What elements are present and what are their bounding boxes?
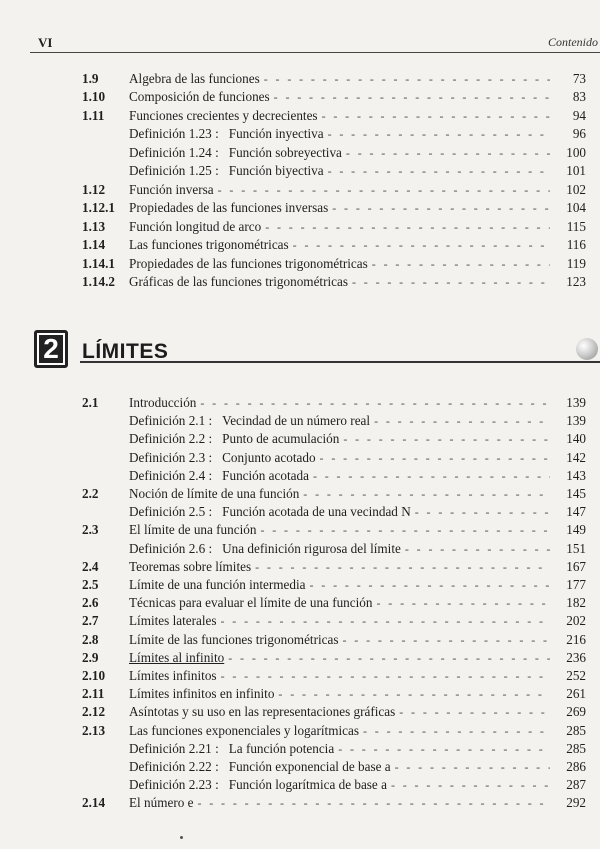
toc-entry[interactable] bbox=[0, 667, 600, 686]
section-number: 1.9 bbox=[82, 71, 99, 86]
section-title: Propiedades de las funciones inversas bbox=[129, 200, 329, 216]
toc-entry[interactable] bbox=[0, 70, 600, 89]
page-ref: 287 bbox=[566, 777, 586, 793]
page-ref: 104 bbox=[566, 200, 586, 216]
entry-title-line bbox=[129, 449, 554, 467]
entry-title-line bbox=[129, 722, 554, 740]
header-rule bbox=[30, 52, 600, 53]
section-title: Límite de una función intermedia bbox=[129, 577, 306, 592]
page-ref: 102 bbox=[566, 181, 586, 197]
section-number: 1.14.1 bbox=[82, 255, 115, 271]
dot-leader bbox=[260, 521, 550, 539]
definition-label: Definición 2.23 : bbox=[129, 777, 219, 793]
sphere-ornament-icon bbox=[576, 338, 598, 360]
toc-entry[interactable] bbox=[0, 685, 600, 704]
page-ref: 73 bbox=[572, 71, 586, 86]
toc-entry[interactable] bbox=[0, 558, 600, 577]
page-ref: 167 bbox=[566, 558, 586, 574]
definition-label: Definición 2.4 : bbox=[129, 467, 213, 483]
entry-title-line bbox=[129, 236, 554, 254]
dot-leader bbox=[310, 576, 550, 594]
dot-leader bbox=[328, 125, 550, 143]
definition-title: Función sobreyectiva bbox=[228, 144, 342, 160]
definition-title: Punto de acumulación bbox=[222, 431, 340, 447]
definition-label: Definición 2.6 : bbox=[129, 540, 213, 556]
dot-leader bbox=[255, 558, 550, 576]
chapter-title: LÍMITES bbox=[82, 340, 169, 363]
entry-title-line bbox=[129, 430, 554, 448]
page-ref: 101 bbox=[566, 163, 586, 179]
entry-title-line bbox=[129, 740, 554, 758]
definition-label: Definición 2.1 : bbox=[129, 413, 213, 429]
page-ref: 285 bbox=[566, 740, 586, 756]
section-title: Límites infinitos bbox=[129, 668, 217, 683]
toc-entry[interactable] bbox=[0, 162, 600, 181]
dot-leader bbox=[228, 649, 550, 667]
entry-title-line bbox=[129, 88, 554, 106]
definition-title: Función biyectiva bbox=[228, 163, 324, 179]
toc-entry[interactable] bbox=[0, 430, 600, 449]
toc-entry[interactable] bbox=[0, 758, 600, 777]
dot-leader bbox=[352, 273, 550, 291]
page-number: VI bbox=[38, 35, 53, 50]
entry-title-line bbox=[129, 649, 554, 667]
page-ref: 94 bbox=[572, 107, 586, 123]
page-ref: 292 bbox=[566, 795, 586, 811]
entry-title-line bbox=[129, 412, 554, 430]
page-ref: 139 bbox=[566, 395, 586, 410]
entry-title-line bbox=[129, 558, 554, 576]
entry-title-line bbox=[129, 70, 554, 88]
toc-entry[interactable] bbox=[0, 394, 600, 413]
section-title: Teoremas sobre límites bbox=[129, 558, 252, 574]
definition-label: Definición 1.25 : bbox=[129, 163, 219, 179]
section-title: Límites al infinito bbox=[129, 649, 225, 665]
section-title: Técnicas para evaluar el límite de una función bbox=[129, 595, 373, 611]
page-ref: 140 bbox=[566, 431, 586, 447]
section-number: 1.13 bbox=[82, 218, 106, 234]
definition-title: Función acotada de una vecindad N bbox=[222, 504, 411, 520]
print-speck bbox=[180, 836, 183, 839]
dot-leader bbox=[391, 776, 550, 794]
dot-leader bbox=[320, 449, 550, 467]
dot-leader bbox=[415, 503, 550, 521]
toc-entry[interactable] bbox=[0, 594, 600, 613]
page-ref: 177 bbox=[566, 577, 586, 592]
dot-leader bbox=[332, 199, 550, 217]
section-number: 1.14 bbox=[82, 237, 106, 253]
definition-title: Función logarítmica de base a bbox=[228, 777, 387, 793]
page-ref: 269 bbox=[566, 704, 586, 720]
toc-entry[interactable] bbox=[0, 181, 600, 200]
toc-entry[interactable] bbox=[0, 412, 600, 431]
entry-title-line bbox=[129, 162, 554, 180]
toc-entry[interactable] bbox=[0, 144, 600, 163]
entry-title-line bbox=[129, 181, 554, 199]
page-ref: 149 bbox=[566, 522, 586, 538]
section-number: 1.12.1 bbox=[82, 200, 115, 216]
page-ref: 236 bbox=[566, 649, 586, 665]
definition-title: Función acotada bbox=[222, 467, 309, 483]
dot-leader bbox=[377, 594, 551, 612]
dot-leader bbox=[278, 685, 550, 703]
dot-leader bbox=[221, 612, 550, 630]
definition-title: La función potencia bbox=[228, 740, 335, 756]
toc-entry[interactable] bbox=[0, 521, 600, 540]
section-number: 2.2 bbox=[82, 486, 99, 501]
entry-title-line bbox=[129, 794, 554, 812]
page-ref: 142 bbox=[566, 449, 586, 465]
dot-leader bbox=[265, 218, 550, 236]
entry-title-line bbox=[129, 273, 554, 291]
page-ref: 143 bbox=[566, 467, 586, 483]
toc-entry[interactable] bbox=[0, 236, 600, 255]
dot-leader bbox=[197, 794, 550, 812]
entry-title-line bbox=[129, 467, 554, 485]
page-header bbox=[38, 35, 600, 53]
toc-entry[interactable] bbox=[0, 722, 600, 741]
dot-leader bbox=[303, 485, 550, 503]
entry-title-line bbox=[129, 199, 554, 217]
definition-label: Definición 2.5 : bbox=[129, 504, 213, 520]
toc-entry[interactable] bbox=[0, 255, 600, 274]
section-number: 2.14 bbox=[82, 795, 106, 811]
dot-leader bbox=[264, 70, 550, 88]
entry-title-line bbox=[129, 125, 554, 143]
definition-label: Definición 1.23 : bbox=[129, 126, 219, 142]
section-number: 1.11 bbox=[82, 107, 105, 123]
entry-title-line bbox=[129, 612, 554, 630]
section-number: 2.13 bbox=[82, 722, 106, 738]
toc-entry[interactable] bbox=[0, 794, 600, 813]
page-ref: 100 bbox=[566, 144, 586, 160]
dot-leader bbox=[405, 540, 550, 558]
entry-title-line bbox=[129, 703, 554, 721]
dot-leader bbox=[200, 394, 550, 412]
section-title: Función inversa bbox=[129, 181, 214, 197]
definition-label: Definición 2.3 : bbox=[129, 449, 213, 465]
page-ref: 83 bbox=[572, 89, 586, 105]
section-title: Introducción bbox=[129, 395, 197, 410]
toc-entry[interactable] bbox=[0, 199, 600, 218]
toc-entry[interactable] bbox=[0, 485, 600, 504]
dot-leader bbox=[293, 236, 550, 254]
entry-title-line bbox=[129, 540, 554, 558]
definition-title: Conjunto acotado bbox=[222, 449, 316, 465]
entry-title-line bbox=[129, 776, 554, 794]
page-ref: 115 bbox=[566, 218, 586, 234]
dot-leader bbox=[363, 722, 550, 740]
entry-title-line bbox=[129, 758, 554, 776]
definition-label: Definición 2.21 : bbox=[129, 740, 219, 756]
dot-leader bbox=[372, 255, 550, 273]
dot-leader bbox=[374, 412, 550, 430]
toc-entry[interactable] bbox=[0, 467, 600, 486]
chapter-number-badge: 2 bbox=[34, 330, 68, 368]
toc-entry[interactable] bbox=[0, 576, 600, 595]
entry-title-line bbox=[129, 594, 554, 612]
section-number: 2.9 bbox=[82, 649, 99, 665]
section-title: Límite de las funciones trigonométricas bbox=[129, 631, 339, 647]
definition-label: Definición 1.24 : bbox=[129, 144, 219, 160]
section-number: 2.12 bbox=[82, 704, 106, 720]
definition-label: Definición 2.2 : bbox=[129, 431, 213, 447]
toc-entry[interactable] bbox=[0, 273, 600, 292]
toc-entry[interactable] bbox=[0, 740, 600, 759]
section-title: Composición de funciones bbox=[129, 89, 270, 105]
dot-leader bbox=[218, 181, 550, 199]
section-title: Función longitud de arco bbox=[129, 218, 262, 234]
toc-entry[interactable] bbox=[0, 107, 600, 126]
section-title: Asíntotas y su uso en las representaciones gráficas bbox=[129, 704, 396, 720]
page-ref: 252 bbox=[566, 668, 586, 683]
page-ref: 261 bbox=[566, 686, 586, 702]
dot-leader bbox=[346, 144, 550, 162]
page-ref: 119 bbox=[566, 255, 586, 271]
definition-label: Definición 2.22 : bbox=[129, 759, 219, 774]
entry-title-line bbox=[129, 685, 554, 703]
section-number: 2.11 bbox=[82, 686, 105, 702]
section-title: Límites infinitos en infinito bbox=[129, 686, 275, 702]
section-title: Algebra de las funciones bbox=[129, 71, 260, 86]
section-number: 2.6 bbox=[82, 595, 99, 611]
entry-title-line bbox=[129, 667, 554, 685]
entry-title-line bbox=[129, 576, 554, 594]
running-title: Contenido bbox=[548, 35, 598, 49]
section-number: 2.8 bbox=[82, 631, 99, 647]
entry-title-line bbox=[129, 485, 554, 503]
section-title: Gráficas de las funciones trigonométricas bbox=[129, 273, 348, 289]
dot-leader bbox=[274, 88, 550, 106]
entry-title-line bbox=[129, 218, 554, 236]
dot-leader bbox=[399, 703, 550, 721]
entry-title-line bbox=[129, 521, 554, 539]
dot-leader bbox=[342, 631, 550, 649]
toc-entry[interactable] bbox=[0, 449, 600, 468]
page-ref: 285 bbox=[566, 722, 586, 738]
toc-entry[interactable] bbox=[0, 703, 600, 722]
section-number: 2.10 bbox=[82, 668, 106, 683]
dot-leader bbox=[328, 162, 550, 180]
toc-entry[interactable] bbox=[0, 503, 600, 522]
section-number: 2.5 bbox=[82, 577, 99, 592]
page-ref: 202 bbox=[566, 613, 586, 629]
dot-leader bbox=[395, 758, 550, 776]
section-title: Límites laterales bbox=[129, 613, 217, 629]
section-number: 2.1 bbox=[82, 395, 99, 410]
page-ref: 182 bbox=[566, 595, 586, 611]
definition-title: Vecindad de un número real bbox=[222, 413, 371, 429]
section-number: 1.12 bbox=[82, 181, 106, 197]
section-title: Las funciones exponenciales y logarítmicas bbox=[129, 722, 359, 738]
chapter-heading bbox=[30, 330, 600, 370]
entry-title-line bbox=[129, 255, 554, 273]
entry-title-line bbox=[129, 394, 554, 412]
toc-entry[interactable] bbox=[0, 612, 600, 631]
page-ref: 151 bbox=[566, 540, 586, 556]
toc-entry[interactable] bbox=[0, 218, 600, 237]
entry-title-line bbox=[129, 631, 554, 649]
toc-entry[interactable] bbox=[0, 540, 600, 559]
page-ref: 116 bbox=[566, 237, 586, 253]
toc-entry[interactable] bbox=[0, 88, 600, 107]
dot-leader bbox=[322, 107, 550, 125]
section-number: 1.10 bbox=[82, 89, 106, 105]
section-title: Las funciones trigonométricas bbox=[129, 237, 289, 253]
definition-title: Función exponencial de base a bbox=[228, 759, 391, 774]
toc-entry[interactable] bbox=[0, 631, 600, 650]
page-ref: 145 bbox=[566, 486, 586, 501]
page-ref: 96 bbox=[572, 126, 586, 142]
toc-entry[interactable] bbox=[0, 125, 600, 144]
page-ref: 139 bbox=[566, 413, 586, 429]
section-number: 2.4 bbox=[82, 558, 99, 574]
page-ref: 216 bbox=[566, 631, 586, 647]
dot-leader bbox=[338, 740, 550, 758]
definition-title: Una definición rigurosa del límite bbox=[222, 540, 401, 556]
entry-title-line bbox=[129, 107, 554, 125]
chapter-rule bbox=[80, 361, 600, 363]
section-title: Noción de límite de una función bbox=[129, 486, 300, 501]
section-title: Propiedades de las funciones trigonométricas bbox=[129, 255, 368, 271]
page-ref: 123 bbox=[566, 273, 586, 289]
section-number: 2.3 bbox=[82, 522, 99, 538]
section-title: El límite de una función bbox=[129, 522, 257, 538]
entry-title-line bbox=[129, 503, 554, 521]
entry-title-line bbox=[129, 144, 554, 162]
toc-entry[interactable] bbox=[0, 649, 600, 668]
dot-leader bbox=[313, 467, 550, 485]
section-number: 1.14.2 bbox=[82, 273, 115, 289]
definition-title: Función inyectiva bbox=[228, 126, 324, 142]
section-title: Funciones crecientes y decrecientes bbox=[129, 107, 318, 123]
dot-leader bbox=[343, 430, 550, 448]
section-number: 2.7 bbox=[82, 613, 99, 629]
page-ref: 286 bbox=[566, 759, 586, 774]
dot-leader bbox=[221, 667, 550, 685]
section-title: El número e bbox=[129, 795, 194, 811]
page-ref: 147 bbox=[566, 504, 586, 520]
toc-entry[interactable] bbox=[0, 776, 600, 795]
